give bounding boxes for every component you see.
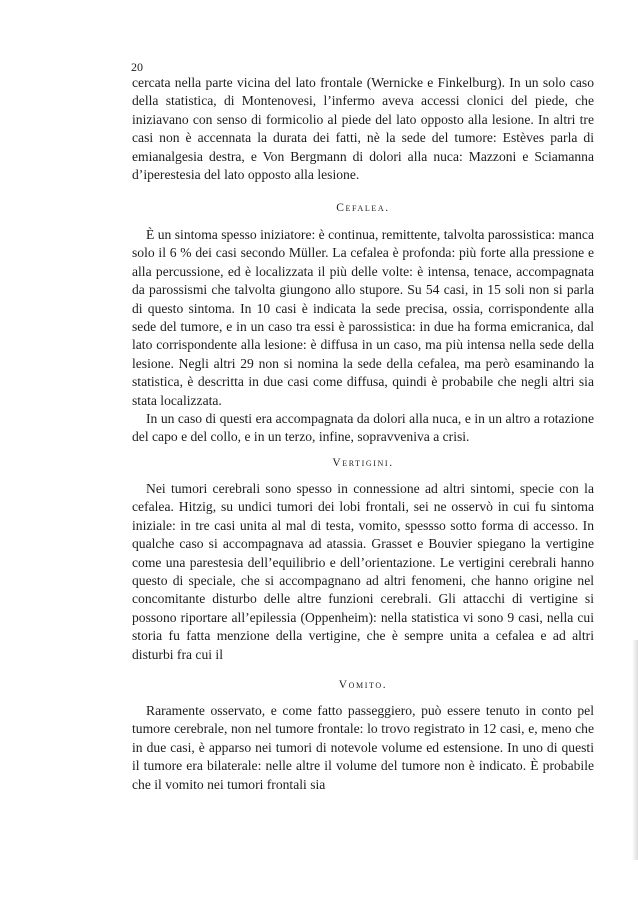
intro-line: lesione. In altri tre casi non è accennata la durata dei fatti, nè la sede del: [132, 111, 594, 146]
intro-text: [132, 74, 594, 184]
section-heading-vomito: Vomito.: [338, 679, 388, 691]
page-edge-shadow: [632, 640, 638, 860]
section-heading-cefalea: Cefalea.: [336, 202, 390, 214]
page-number: 20: [131, 60, 143, 74]
paragraph: È un sintoma spesso iniziatore: è continua, remittente, talvolta parossistica: manca solo il 6 % dei casi secondo Müller. La cefalea è profonda: più forte alla pressione e alla percussione, ed è localizzata il più delle volte: è intensa, tenace, accompagnata da parossismi che talvolta giungono allo stupore. Su 54 casi, in 15 soli non si parla di questo sintoma. In 10 casi è indicata la sede precisa, ossia, corrispondente alla sede del tumore, e in un caso tra essi è parossistica: in due ha forma emicranica, dal lato corrispondente alla lesione: è diffusa in un caso, ma più intensa nella sede della lesione. Negli altri 29 non si nomina la sede della cefalea, ma però esaminando la statistica, è descritta in due casi come diffusa, quindi è probabile che negli altri sia stata localizzata.: [132, 227, 594, 408]
intro-line: nuca: Mazzoni e Sciamanna d’iperestesia del lato opposto alla lesione.: [132, 148, 594, 183]
paragraph: In un caso di questi era accompagnata da dolori alla nuca, e in un altro a rotazione del capo e del collo, e in un terzo, infine, sopravveniva a crisi.: [132, 411, 594, 445]
section-body-vertigini: [132, 480, 594, 664]
paragraph: Raramente osservato, e come fatto passeggiero, può essere tenuto in conto pel tumore cerebrale, non nel tumore frontale: lo trovo registrato in 12 casi, e, meno che in due casi, è apparso nei tumori di notevole volume ed estensione. In uno di questi il tumore era bilaterale: nelle altre il volume del tumore non è indicato. È probabile che il vomito nei tumori frontali sia: [132, 703, 594, 792]
intro-line: tumore: Estèves parla di emianalgesia destra, e Von Bergmann di dolori alla: [132, 130, 594, 164]
section-body-vomito: [132, 702, 594, 794]
section-body-cefalea: [132, 226, 594, 447]
intro-line: piede, che iniziavano con senso di formicolio al piede del lato opposto alla: [132, 93, 594, 127]
intro-line: solo caso della statistica, di Montenovesi, l’infermo aveva accessi clonici del: [132, 75, 595, 109]
section-heading-vertigini: Vertigini.: [332, 457, 394, 469]
intro-paragraph: [132, 74, 594, 184]
paragraph: Nei tumori cerebrali sono spesso in connessione ad altri sintomi, specie con la cefalea. Hitzig, su undici tumori dei lobi frontali, sei ne osservò in cui fu sintoma iniziale: in tre casi unita al mal di testa, vomito, spessso sotto forma di accesso. In qualche caso si accompagnava ad atassia. Grasset e Bouvier spiegano la vertigine come una parestesia dell’equilibrio e dell’orientazione. Le vertigini cerebrali hanno questo di speciale, che si accompagnano ad altri fenomeni, che hanno origine nel concomitante disturbo delle altre funzioni cerebrali. Gli attacchi di vertigine si possono riportare all’epilessia (Oppenheim): nella statistica vi sono 9 casi, nella cui storia fu fatta menzione della vertigine, che è sempre unita a cefalea e ad altri disturbi fra cui il: [132, 481, 594, 662]
intro-line: cercata nella parte vicina del lato frontale (Wernicke e Finkelburg). In un: [132, 75, 539, 90]
